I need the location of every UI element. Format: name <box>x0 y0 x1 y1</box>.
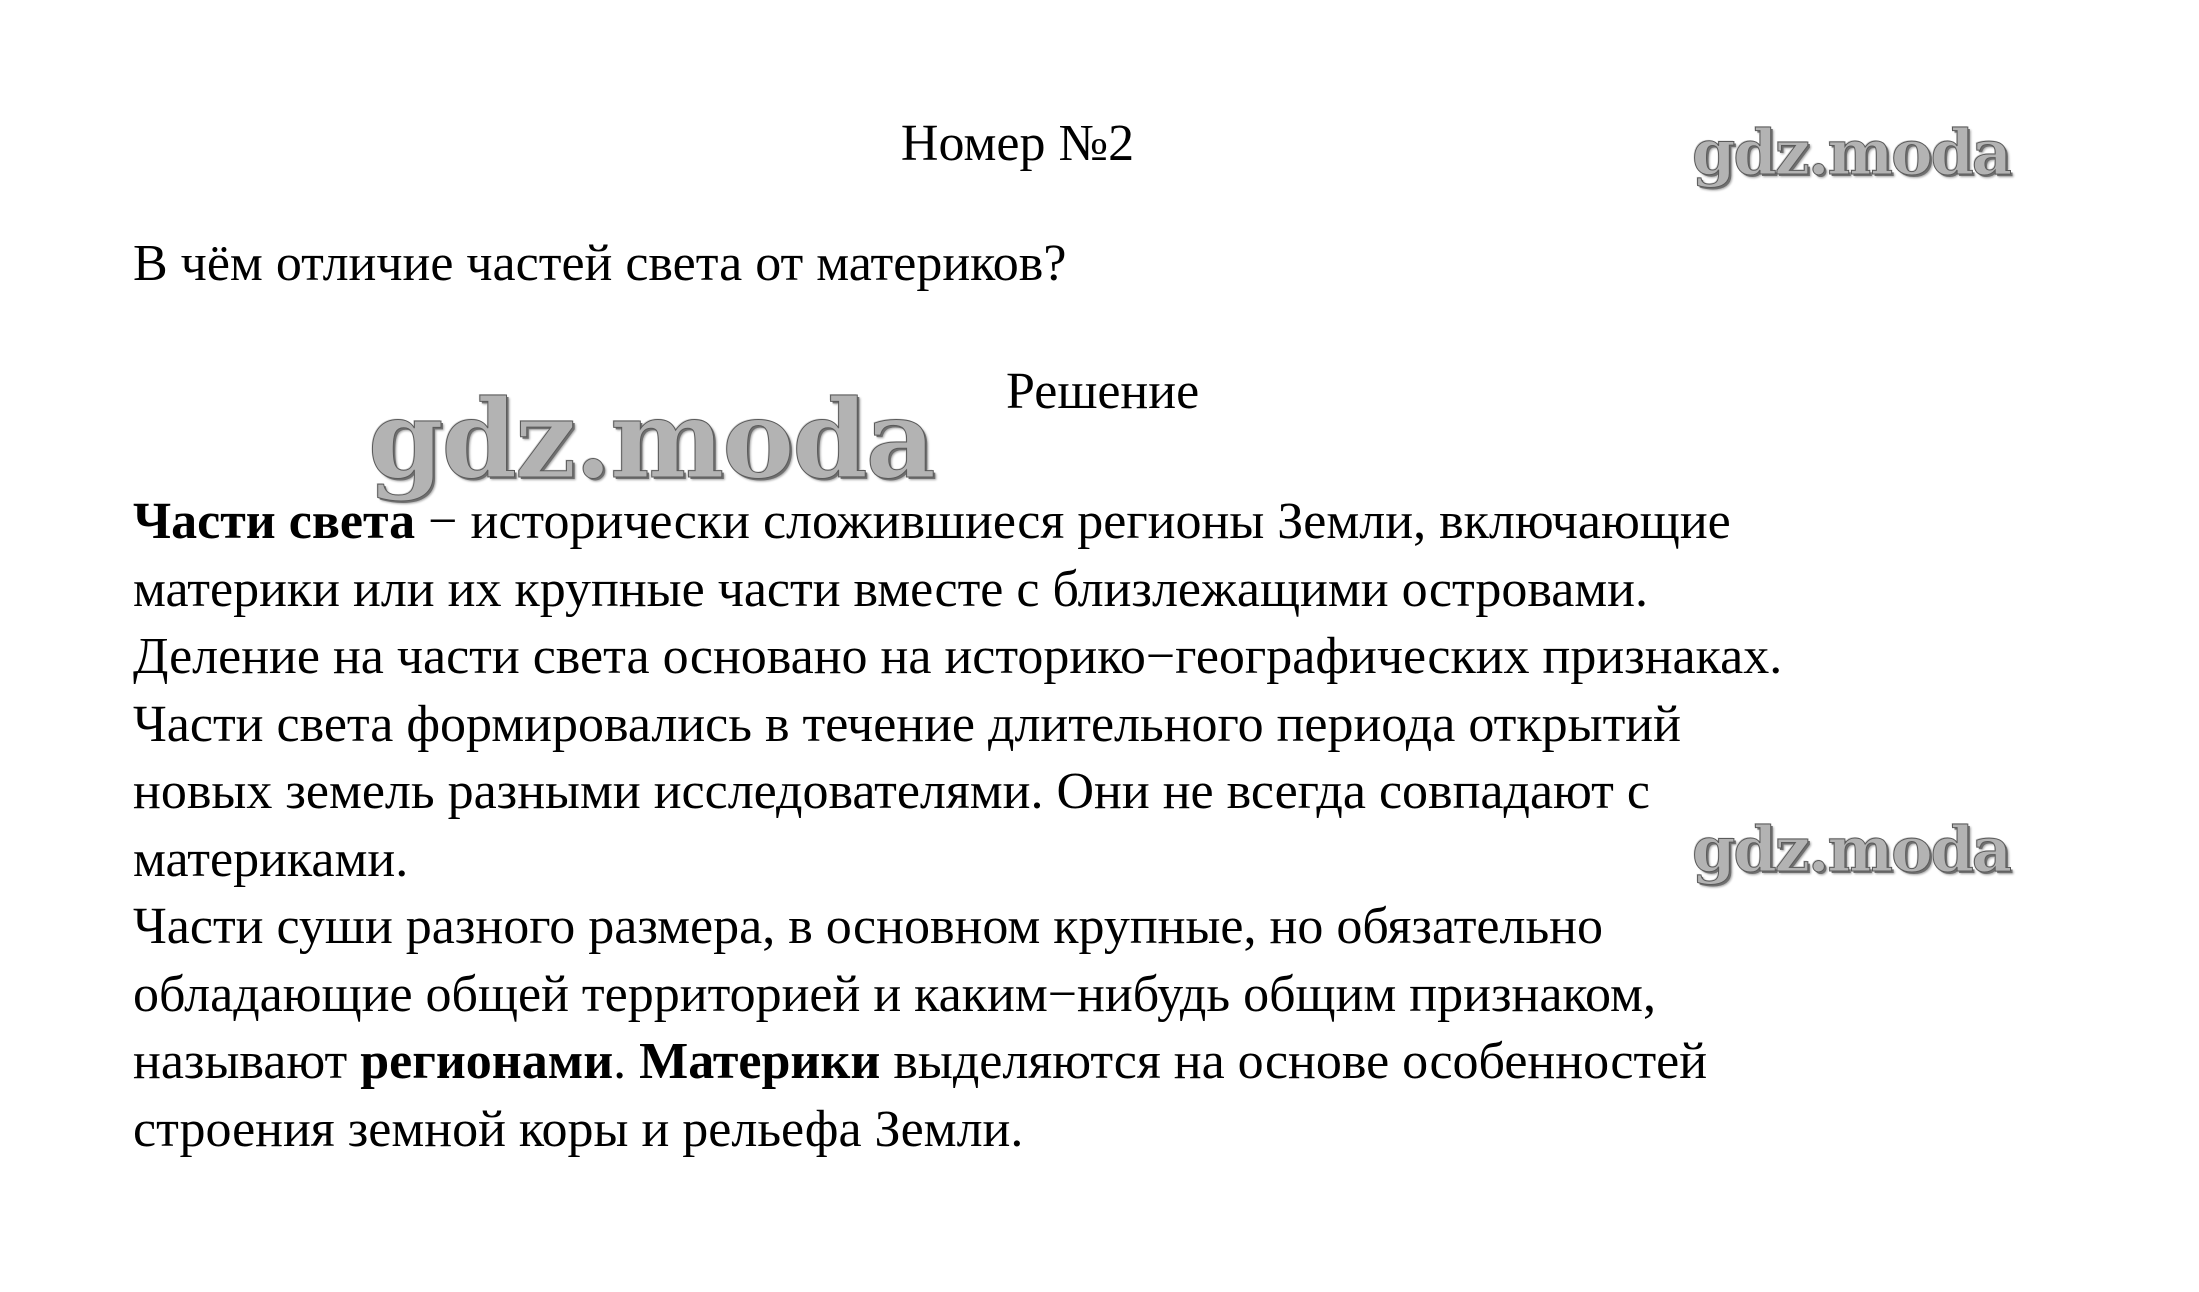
solution-label: Решение <box>1006 363 1200 420</box>
task-number: Номер №2 <box>900 115 1135 172</box>
watermark-center: gdz.moda <box>368 377 934 503</box>
paragraph1-line2: материки или их крупные части вместе с близлежащими островами. <box>133 560 1649 618</box>
question-text: В чём отличие частей света от материков? <box>133 235 1067 292</box>
paragraph2-line4: строения земной коры и рельефа Земли. <box>133 1100 1024 1158</box>
paragraph1-line5: новых земель разными исследователями. Они не всегда совпадают с <box>133 763 1650 820</box>
paragraph2-line1: Части суши разного размера, в основном крупные, но обязательно <box>133 898 1603 955</box>
paragraph1-line6: материками. <box>133 830 409 888</box>
term-regions: регионами <box>360 1033 614 1090</box>
term-parts-of-world: Части света <box>133 493 416 550</box>
watermark-top-right: gdz.moda <box>1692 116 2010 189</box>
paragraph1-line4: Части света формировались в течение длительного периода открытий <box>133 695 1681 753</box>
paragraph1-line3: Деление на части света основано на историко−географических признаках. <box>133 628 1783 685</box>
paragraph2-line2: обладающие общей территорией и каким−нибудь общим признаком, <box>133 965 1656 1023</box>
term-continents: Материки <box>639 1033 881 1090</box>
paragraph1-line1: Части света − исторически сложившиеся регионы Земли, включающие <box>133 493 1731 550</box>
paragraph2-line3: называют регионами. Материки выделяются на основе особенностей <box>133 1033 1708 1090</box>
watermark-mid-right: gdz.moda <box>1692 813 2010 886</box>
